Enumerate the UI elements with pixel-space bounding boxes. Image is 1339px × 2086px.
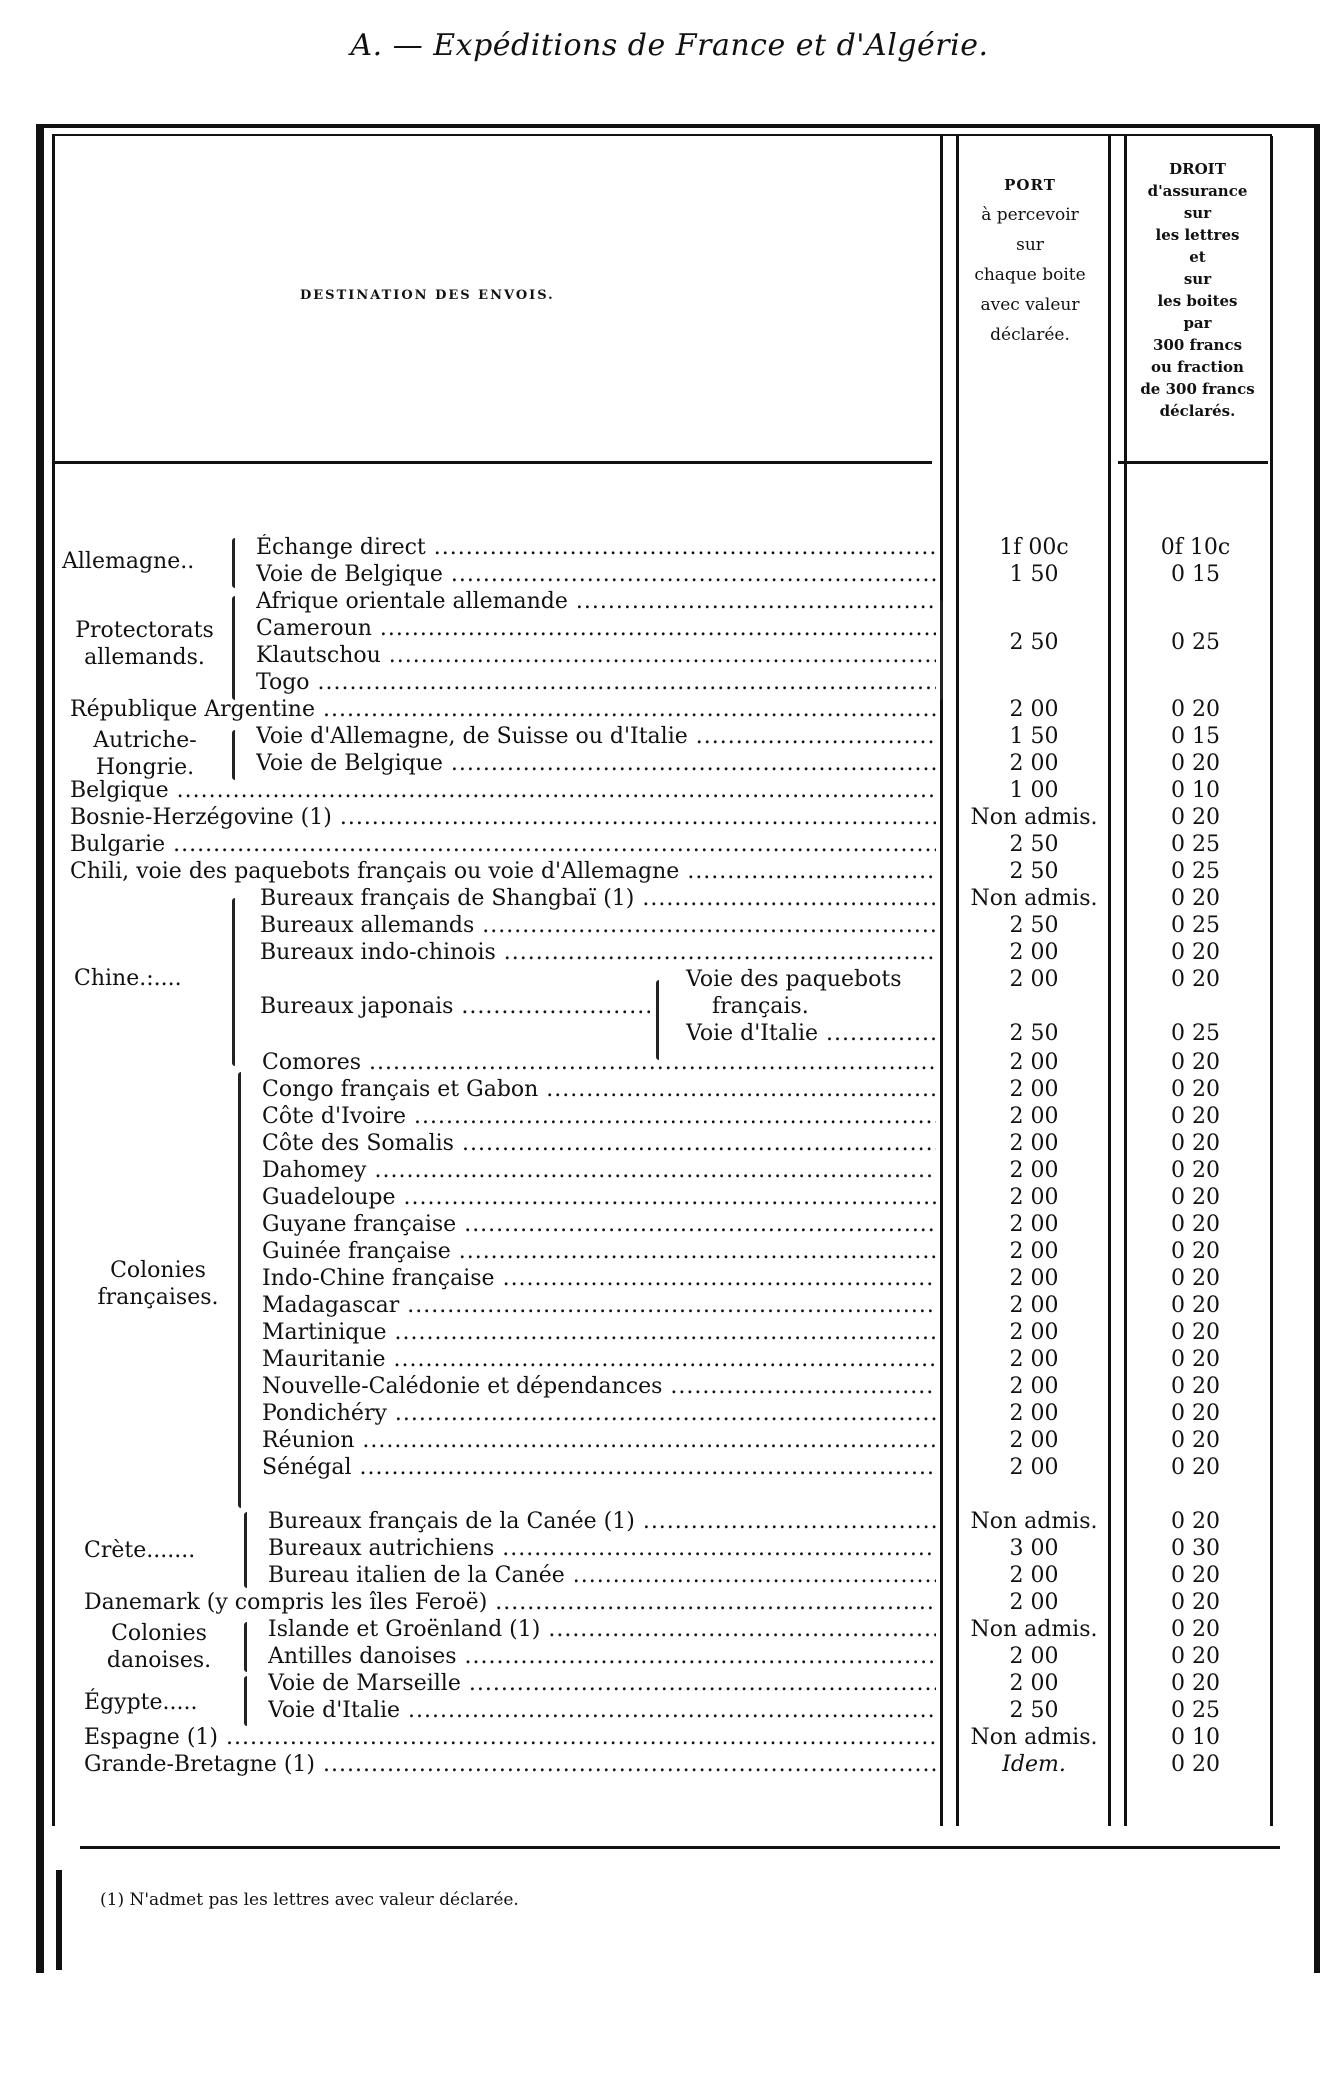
row-port: 2 00 (1009, 1671, 1059, 1696)
row-droit: 0 20 (1171, 1617, 1220, 1642)
brace-autriche (232, 730, 235, 780)
row-destination: Voie de Belgique ..... (256, 750, 936, 777)
row-droit: 0 20 (1171, 1671, 1220, 1696)
row-port: 2 00 (1009, 1212, 1059, 1237)
footnote: (1) N'admet pas les lettres avec valeur déclarée. (100, 1890, 519, 1910)
destination-header: DESTINATION DES ENVOIS. (300, 288, 555, 303)
row-port: 2 00 (1009, 1374, 1059, 1399)
group-egypte: Égypte..... (84, 1690, 198, 1715)
row-port: 2 00 (1009, 1050, 1059, 1075)
row-port: 2 50 (1009, 630, 1059, 655)
row-droit: 0 20 (1171, 1212, 1220, 1237)
row-destination: République Argentine ..... (70, 696, 936, 723)
row-destination: Bulgarie ..... (70, 831, 936, 858)
row-destination: Bureaux français de Shangbaï (1) ..... (260, 885, 936, 912)
row-port: 2 00 (1009, 1293, 1059, 1318)
row-droit: 0 20 (1171, 1428, 1220, 1453)
row-destination: Bureau italien de la Canée ..... (268, 1562, 936, 1589)
row-destination: Bureaux japonais ..... (260, 993, 650, 1020)
row-destination: Bosnie-Herzégovine (1) ..... (70, 804, 936, 831)
row-destination: Espagne (1) ..... (84, 1724, 936, 1751)
row-destination: Nouvelle-Calédonie et dépendances ..... (262, 1373, 936, 1400)
row-destination: Bureaux allemands ..... (260, 912, 936, 939)
row-port: 1f 00c (999, 535, 1069, 560)
row-destination: Côte d'Ivoire ..... (262, 1103, 936, 1130)
row-destination: Congo français et Gabon ..... (262, 1076, 936, 1103)
row-destination: Dahomey ..... (262, 1157, 936, 1184)
row-port: 3 00 (1009, 1536, 1059, 1561)
row-droit: 0 10 (1171, 778, 1220, 803)
row-destination: Madagascar ..... (262, 1292, 936, 1319)
row-destination: Danemark (y compris les îles Feroë) ..... (84, 1589, 936, 1616)
row-destination: Comores ..... (262, 1049, 936, 1076)
group-allemagne: Allemagne.. (62, 549, 195, 574)
row-droit: 0 25 (1171, 1021, 1220, 1046)
row-sub-route: français. (712, 994, 809, 1019)
row-port: Non admis. (970, 805, 1098, 830)
row-droit: 0 20 (1171, 1050, 1220, 1075)
row-droit: 0 20 (1171, 1455, 1220, 1480)
group-autriche: Autriche- Hongrie. (93, 728, 197, 780)
row-port: 2 50 (1009, 832, 1059, 857)
row-port: 2 00 (1009, 1320, 1059, 1345)
row-port: 2 00 (1009, 1401, 1059, 1426)
brace-protectorats-right (940, 600, 943, 700)
row-port: Non admis. (970, 1725, 1098, 1750)
row-droit: 0f 10c (1160, 535, 1231, 560)
row-droit: 0 20 (1171, 1347, 1220, 1372)
row-droit: 0 20 (1171, 805, 1220, 830)
row-destination: Voie d'Italie ..... (268, 1697, 936, 1724)
brace-japonais (656, 980, 659, 1060)
group-crete: Crète....... (84, 1538, 196, 1563)
row-destination: Voie de Marseille ..... (268, 1670, 936, 1697)
row-port: 1 00 (1009, 778, 1059, 803)
row-destination: Islande et Groënland (1) ..... (268, 1616, 936, 1643)
row-port: 2 00 (1009, 1239, 1059, 1264)
row-droit: 0 15 (1171, 562, 1220, 587)
header-bottom-rule (52, 461, 932, 464)
row-destination: Belgique ..... (70, 777, 936, 804)
row-droit: 0 10 (1171, 1725, 1220, 1750)
row-droit: 0 20 (1171, 1293, 1220, 1318)
row-port: 2 50 (1009, 1698, 1059, 1723)
row-destination: Pondichéry ..... (262, 1400, 936, 1427)
row-droit: 0 20 (1171, 1239, 1220, 1264)
row-port: 2 00 (1009, 1347, 1059, 1372)
row-droit: 0 20 (1171, 1266, 1220, 1291)
row-droit: 0 20 (1171, 1158, 1220, 1183)
row-destination: Togo ..... (256, 669, 936, 696)
column-divider-port (940, 136, 943, 1826)
row-port: Non admis. (970, 886, 1098, 911)
row-port: 1 50 (1009, 724, 1059, 749)
brace-colonies-danoises (244, 1622, 247, 1672)
row-port: 2 50 (1009, 1021, 1059, 1046)
row-droit: 0 20 (1171, 1509, 1220, 1534)
brace-protectorats (232, 596, 235, 700)
row-port: 2 00 (1009, 1590, 1059, 1615)
row-port: 2 00 (1009, 751, 1059, 776)
row-port: 1 50 (1009, 562, 1059, 587)
row-destination: Guinée française ..... (262, 1238, 936, 1265)
row-droit: 0 20 (1171, 1590, 1220, 1615)
row-droit: 0 20 (1171, 1131, 1220, 1156)
row-droit: 0 20 (1171, 697, 1220, 722)
brace-crete (244, 1512, 247, 1588)
header-top-rule (52, 134, 1272, 136)
group-colonies-francaises: Colonies françaises. (97, 1258, 219, 1310)
row-destination: Antilles danoises ..... (268, 1643, 936, 1670)
row-port: 2 50 (1009, 913, 1059, 938)
row-destination: Bureaux indo-chinois ..... (260, 939, 936, 966)
row-port: Non admis. (970, 1617, 1098, 1642)
column-divider-left (52, 136, 55, 1826)
row-droit: 0 20 (1171, 1401, 1220, 1426)
row-port: 2 00 (1009, 1104, 1059, 1129)
group-protectorats: Protectorats allemands. (75, 618, 214, 670)
header-bottom-rule-right (1118, 461, 1268, 464)
row-port: Non admis. (970, 1509, 1098, 1534)
row-droit: 0 20 (1171, 1374, 1220, 1399)
row-destination: Cameroun ..... (256, 615, 936, 642)
row-droit: 0 20 (1171, 1185, 1220, 1210)
row-sub-route: Voie d'Italie ..... (686, 1020, 936, 1047)
row-port: 2 00 (1009, 697, 1059, 722)
brace-egypte (244, 1676, 247, 1726)
row-destination: Voie d'Allemagne, de Suisse ou d'Italie ..... (256, 723, 936, 750)
brace-chine (232, 898, 235, 1066)
table-bottom-rule (80, 1846, 1280, 1849)
row-destination: Guadeloupe ..... (262, 1184, 936, 1211)
row-destination: Mauritanie ..... (262, 1346, 936, 1373)
row-port: 2 00 (1009, 1644, 1059, 1669)
row-destination: Klautschou ..... (256, 642, 936, 669)
row-port: 2 00 (1009, 1158, 1059, 1183)
row-droit: 0 25 (1171, 913, 1220, 938)
row-destination: Voie de Belgique ..... (256, 561, 936, 588)
group-colonies-danoises: Colonies danoises. (106, 1621, 212, 1673)
row-destination: Chili, voie des paquebots français ou voie d'Allemagne ..... (70, 858, 936, 885)
row-sub-route: Voie des paquebots (686, 967, 902, 992)
row-droit: 0 30 (1171, 1536, 1220, 1561)
group-chine: Chine.:.... (74, 966, 182, 991)
row-destination: Indo-Chine française ..... (262, 1265, 936, 1292)
brace-allemagne (232, 538, 235, 588)
row-droit: 0 20 (1171, 1320, 1220, 1345)
row-droit: 0 20 (1171, 1077, 1220, 1102)
row-droit: 0 20 (1171, 886, 1220, 911)
row-port: 2 00 (1009, 1455, 1059, 1480)
row-destination: Sénégal ..... (262, 1454, 936, 1481)
row-port: 2 00 (1009, 1185, 1059, 1210)
row-droit: 0 25 (1171, 832, 1220, 857)
page-title: A. — Expéditions de France et d'Algérie. (350, 28, 989, 63)
port-header: PORT à percevoir sur chaque boite avec valeur déclarée. (974, 176, 1086, 345)
droit-header: DROIT d'assurance sur les lettres et sur les boites par 300 francs ou fraction de 300 francs déclarés. (1140, 160, 1255, 420)
row-port: 2 00 (1009, 1563, 1059, 1588)
row-destination: Grande-Bretagne (1) ..... (84, 1751, 936, 1778)
row-droit: 0 20 (1171, 751, 1220, 776)
row-droit: 0 25 (1171, 630, 1220, 655)
row-droit: 0 25 (1171, 1698, 1220, 1723)
row-destination: Martinique ..... (262, 1319, 936, 1346)
row-destination: Bureaux autrichiens ..... (268, 1535, 936, 1562)
brace-colonies-francaises (238, 1072, 241, 1508)
row-port: 2 00 (1009, 940, 1059, 965)
row-droit: 0 20 (1171, 967, 1220, 992)
row-port: 2 50 (1009, 859, 1059, 884)
row-destination: Guyane française ..... (262, 1211, 936, 1238)
row-droit: 0 20 (1171, 1563, 1220, 1588)
row-destination: Afrique orientale allemande ..... (256, 588, 936, 615)
row-port: 2 00 (1009, 967, 1059, 992)
row-port: 2 00 (1009, 1131, 1059, 1156)
row-destination: Bureaux français de la Canée (1) ..... (268, 1508, 936, 1535)
row-droit: 0 20 (1171, 1104, 1220, 1129)
row-port: 2 00 (1009, 1428, 1059, 1453)
row-port: 2 00 (1009, 1266, 1059, 1291)
row-droit: 0 15 (1171, 724, 1220, 749)
row-droit: 0 20 (1171, 1644, 1220, 1669)
left-margin-bar (56, 1870, 62, 1970)
row-port: Idem. (1002, 1752, 1066, 1777)
row-droit: 0 20 (1171, 940, 1220, 965)
row-port: 2 00 (1009, 1077, 1059, 1102)
row-destination: Côte des Somalis ..... (262, 1130, 936, 1157)
row-destination: Échange direct ..... (256, 534, 936, 561)
row-droit: 0 25 (1171, 859, 1220, 884)
row-droit: 0 20 (1171, 1752, 1220, 1777)
row-destination: Réunion ..... (262, 1427, 936, 1454)
